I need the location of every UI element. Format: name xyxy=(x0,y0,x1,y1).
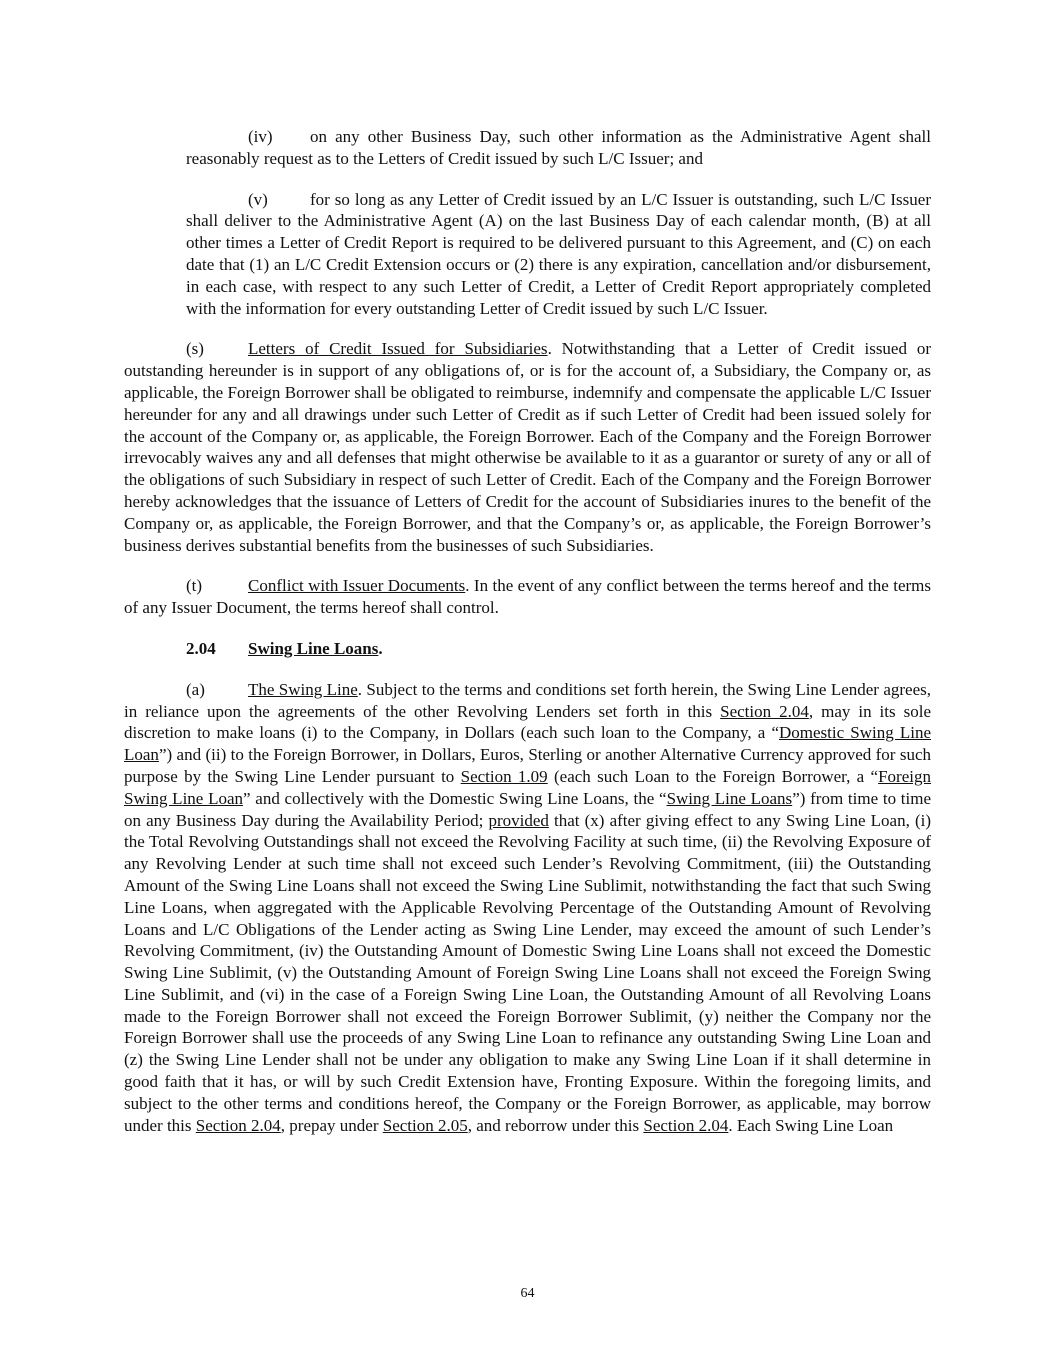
section-a-text: , and reborrow under this xyxy=(467,1115,644,1135)
defined-term: Foreign Swing Line Loan xyxy=(124,766,931,808)
clause-iv-marker: (iv) xyxy=(248,127,273,146)
document-page xyxy=(124,126,931,1155)
section-a-text: . Subject to the terms and conditions set forth herein, the Swing Line Lender agrees, in reliance upon the agreements of the other Revolving Lenders set forth in this xyxy=(124,679,931,721)
section-heading-number: 2.04 xyxy=(186,638,216,658)
clause-v-text: for so long as any Letter of Credit issued by an L/C Issuer is outstanding, such L/C Issuer shall deliver to the Administrative Agent (A) on the last Business Day of each calendar month, (B) at all other times a Letter of Credit Report is required to be delivered pursuant to this Agreement, and (C) on each date that (1) an L/C Credit Extension occurs or (2) there is any expiration, cancellation and/or disbursement, in each case, with respect to any such Letter of Credit, a Letter of Credit Report appropriately completed with the information for every outstanding Letter of Credit issued by such L/C Issuer. xyxy=(186,189,931,318)
section-a-text: ”) and (ii) to the Foreign Borrower, in Dollars, Euros, Sterling or another Alternative Currency approved for such purpose by the Swing Line Lender pursuant to xyxy=(124,745,931,786)
section-reference-link: Section 2.04 xyxy=(720,701,809,721)
section-s-text: . Notwithstanding that a Letter of Credit issued or outstanding hereunder is in support of any obligations of, or is for the account of, a Subsidiary, the Company or, as applicable, the Foreign Borrower shall be obligated to reimburse, indemnify and compensate the applicable L/C Issuer hereunder for any and all drawings under such Letter of Credit as if such Letter of Credit had been issued solely for the account of the Company or, as applicable, the Foreign Borrower. Each of the Company and the Foreign Borrower irrevocably waives any and all defenses that might otherwise be available to it as a guarantor or surety of any or all of the obligations of such Subsidiary in respect of such Letter of Credit. Each of the Company and the Foreign Borrower hereby acknowledges that the issuance of Letters of Credit for the account of Subsidiaries inures to the benefit of the Company or, as applicable, the Foreign Borrower, and that the Company’s or, as applicable, the Foreign Borrower’s business derives substantial benefits from the businesses of such Subsidiaries. xyxy=(124,339,932,555)
section-t-text: . In the event of any conflict between the terms hereof and the terms of any Issuer Document, the terms hereof shall control. xyxy=(124,576,931,618)
section-reference-link: Section 2.04 xyxy=(195,1115,281,1135)
section-heading-suffix: . xyxy=(378,638,383,658)
clause-iv xyxy=(186,126,931,170)
proviso-term: provided xyxy=(488,810,549,830)
section-s-title: Letters of Credit Issued for Subsidiaries xyxy=(248,339,548,359)
section-reference-link: Section 1.09 xyxy=(460,766,548,786)
section-reference-link: Section 2.04 xyxy=(643,1115,729,1135)
section-a-text: ” and collectively with the Domestic Swing Line Loans, the “ xyxy=(243,788,667,808)
page-number: 64 xyxy=(520,1286,535,1301)
section-a-text: that (x) after giving effect to any Swing Line Loan, (i) the Total Revolving Outstandings shall not exceed the Revolving Facility at such time, (ii) the Revolving Exposure of any Revolving Lender at such time shall not exceed such Lender’s Revolving Commitment, (iii) the Outstanding Amount of the Swing Line Loans shall not exceed the Swing Line Sublimit, notwithstanding the fact that such Swing Line Loans, when aggregated with the Applicable Revolving Percentage of the Outstanding Amount of Revolving Loans and L/C Obligations of the Lender acting as Swing Line Lender, may exceed the amount of such Lender’s Revolving Commitment, (iv) the Outstanding Amount of Domestic Swing Line Loans shall not exceed the Domestic Swing Line Sublimit, (v) the Outstanding Amount of Foreign Swing Line Loans shall not exceed the Foreign Swing Line Sublimit, and (vi) in the case of a Foreign Swing Line Loan, the Outstanding Amount of all Revolving Loans made to the Foreign Borrower shall not exceed the Foreign Borrower Sublimit, (y) neither the Company nor the Foreign Borrower shall use the proceeds of any Swing Line Loan to refinance any outstanding Swing Line Loan and (z) the Swing Line Lender shall not be under any obligation to make any Swing Line Loan if it shall determine in good faith that it has, or will by such Credit Extension have, Fronting Exposure. Within the foregoing limits, and subject to the other terms and conditions hereof, the Company or the Foreign Borrower, as applicable, may borrow under this xyxy=(124,810,932,1135)
section-a-text: . Each Swing Line Loan xyxy=(728,1115,894,1135)
section-t-marker: (t) xyxy=(186,576,203,596)
section-a xyxy=(124,679,931,1137)
clause-v xyxy=(186,189,931,320)
section-heading-title: Swing Line Loans xyxy=(248,638,379,658)
section-t xyxy=(124,575,931,619)
section-s xyxy=(124,338,931,556)
section-a-marker: (a) xyxy=(186,679,205,699)
defined-term: Swing Line Loans xyxy=(666,788,793,808)
section-a-text: , may in its sole discretion to make loans (i) to the Company, in Dollars (each such loan to the Company, a “ xyxy=(124,701,931,743)
section-a-title: The Swing Line xyxy=(248,679,358,699)
defined-term: Domestic Swing Line Loan xyxy=(124,723,931,765)
clause-iv-text: on any other Business Day, such other information as the Administrative Agent shall reasonably request as to the Letters of Credit issued by such L/C Issuer; and xyxy=(186,127,931,168)
clause-v-marker: (v) xyxy=(248,189,268,209)
section-a-text: ”) from time to time on any Business Day during the Availability Period; xyxy=(124,788,932,830)
section-a-text: (each such Loan to the Foreign Borrower, a “ xyxy=(547,766,879,786)
section-a-text: , prepay under xyxy=(280,1115,383,1135)
section-reference-link: Section 2.05 xyxy=(382,1115,468,1135)
section-s-marker: (s) xyxy=(186,339,204,359)
section-heading-2-04 xyxy=(124,638,931,660)
section-t-title: Conflict with Issuer Documents xyxy=(248,576,466,596)
